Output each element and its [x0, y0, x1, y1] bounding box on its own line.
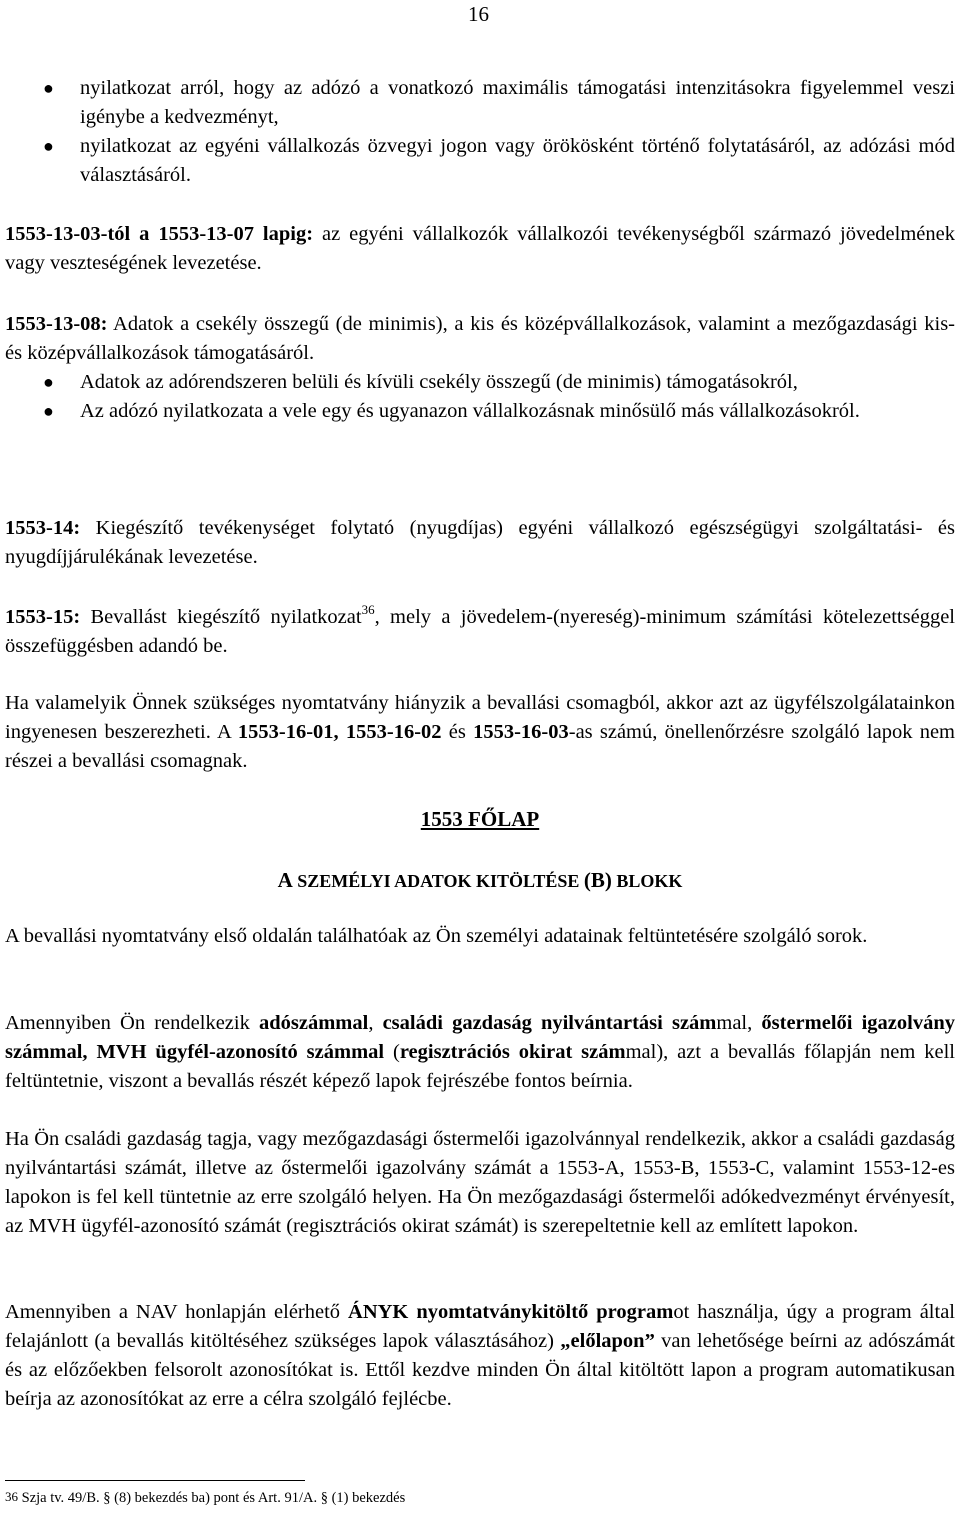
bullet-icon: ● [43, 136, 54, 156]
form-code: 1553-15: [5, 606, 81, 628]
paragraph-text: mal, [716, 1012, 762, 1034]
bullet-icon: ● [43, 78, 54, 98]
bold-term: adószámmal [258, 1012, 369, 1034]
footnote-number: 36 [5, 1489, 18, 1504]
section-subtitle [277, 868, 683, 892]
paragraph-personal-data [5, 922, 955, 951]
paragraph-text: ot használja, úgy a program által felajánlott (a bevallás kitöltéséhez szükséges lapok választásához) [5, 1301, 955, 1352]
paragraph-anyk [5, 1298, 955, 1414]
section-subtitle-block [5, 866, 955, 896]
paragraph-text: Adatok a csekély összegű (de minimis), a kis és középvállalkozások, valamint a mezőgazdasági kis- és középvállalkozások támogatásáról. [5, 313, 955, 364]
paragraph-missing-forms [5, 689, 955, 776]
subtitle-part: SZEMÉLYI ADATOK KITÖLTÉSE [292, 871, 584, 891]
paragraph-text: A bevallási nyomtatvány első oldalán találhatóak az Ön személyi adatainak feltüntetésére szolgáló sorok. [5, 925, 868, 947]
bullet-icon: ● [43, 372, 54, 392]
section-title-block [5, 805, 955, 835]
form-code: 1553-16-03 [473, 721, 569, 743]
page-number: 16 [468, 2, 489, 26]
list-item [5, 368, 955, 397]
bold-term: családi gazdaság nyilvántartási szám [382, 1012, 717, 1034]
paragraph-text: az egyéni vállalkozók vállalkozói tevékenységből származó jövedelmének vagy veszteségének levezetése. [5, 223, 955, 274]
bullet-text: Adatok az adórendszeren belüli és kívüli csekély összegű (de minimis) támogatásokról, [80, 371, 798, 393]
bullet-text: Az adózó nyilatkozata a vele egy és ugyanazon vállalkozásnak minősülő más vállalkozásokról. [80, 400, 860, 422]
bullet-text: nyilatkozat az egyéni vállalkozás özvegyi jogon vagy örökösként történő folytatásáról, az adózási mód választásáról. [80, 135, 955, 186]
paragraph-text: ( [384, 1041, 400, 1063]
footnote-text: Szja tv. 49/B. § (8) bekezdés ba) pont és Art. 91/A. § (1) bekezdés [18, 1490, 406, 1506]
top-bullet-list [5, 74, 955, 190]
paragraph-identifiers [5, 1009, 955, 1096]
footnote-ref: 36 [361, 602, 375, 617]
bold-term: regisztrációs okirat szám [399, 1041, 626, 1063]
paragraph-text: -as számú, önellenőrzésre szolgáló lapok nem részei a bevallási csomagnak. [5, 721, 955, 772]
paragraph-text: és [441, 721, 474, 743]
bold-term: őstermelői igazolvány számmal, MVH ügyfél-azonosító számmal [5, 1012, 955, 1063]
bullet-text: nyilatkozat arról, hogy az adózó a vonatkozó maximális támogatási intenzitásokra figyelemmel veszi igénybe a kedvezményt, [80, 77, 955, 128]
paragraph-family-farm [5, 1125, 955, 1241]
list-item [5, 74, 955, 132]
paragraph-1553-13-08 [5, 310, 955, 426]
paragraph-text: mal), azt a bevallás főlapján nem kell feltüntetnie, viszont a bevallás részét képező lapok fejrészébe fontos beírnia. [5, 1041, 955, 1092]
paragraph-text: Ha Ön családi gazdaság tagja, vagy mezőgazdasági őstermelői igazolvánnyal rendelkezik, akkor a családi gazdaság nyilvántartási számát, illetve az őstermelői igazolvány számát a 1553-A, 1553-B, 1553-C, valamint 1553-12-es lapokon is fel kell tüntetnie az erre szolgáló helyen. Ha Ön mezőgazdasági őstermelői adókedvezményt érvényesít, az MVH ügyfél-azonosító számát (regisztrációs okirat számát) is szerepeltetnie kell az említett lapokon. [5, 1128, 955, 1237]
paragraph-text: Amennyiben a NAV honlapján elérhető [5, 1301, 349, 1323]
bold-term: „előlapon” [560, 1330, 655, 1352]
paragraph-1553-15 [5, 603, 955, 661]
section-title: 1553 FŐLAP [420, 807, 540, 831]
paragraph-text: Kiegészítő tevékenységet folytató (nyugdíjas) egyéni vállalkozó egészségügyi szolgáltatási- és nyugdíjjárulékának levezetése. [5, 517, 955, 568]
subtitle-part: BLOKK [611, 871, 683, 891]
paragraph-text: Ha valamelyik Önnek szükséges nyomtatvány hiányzik a bevallási csomagból, akkor azt az ügyfélszolgálatainkon ingyenesen beszerezheti. A [5, 692, 955, 743]
footnote [5, 1490, 405, 1507]
form-code: 1553-14: [5, 517, 81, 539]
bold-term: ÁNYK nyomtatványkitöltő program [348, 1301, 674, 1323]
paragraph-text: Bevallást kiegészítő nyilatkozat [80, 606, 362, 628]
paragraph-text: , [368, 1012, 383, 1034]
bullet-icon: ● [43, 401, 54, 421]
paragraph-text: van lehetősége beírni az adószámát és az előzőekben felsorolt azonosítókat is. Ettől kezdve minden Ön által kitöltött lapon a program automatikusan beírja az azonosítókat az erre a célra szolgáló fejlécbe. [5, 1330, 955, 1410]
paragraph-text: Amennyiben Ön rendelkezik [5, 1012, 259, 1034]
paragraph-1553-13-03 [5, 220, 955, 278]
footnote-separator [5, 1480, 305, 1481]
form-code: 1553-16-01, 1553-16-02 [237, 721, 442, 743]
paragraph-1553-14 [5, 514, 955, 572]
list-item [5, 132, 955, 190]
form-code: 1553-13-03-tól a 1553-13-07 lapig: [5, 223, 314, 245]
paragraph-text: , mely a jövedelem-(nyereség)-minimum számítási kötelezettséggel összefüggésben adandó be. [5, 606, 955, 657]
form-code: 1553-13-08: [5, 313, 108, 335]
subtitle-part: A [277, 868, 293, 892]
list-item [5, 397, 955, 426]
subtitle-part: (B) [583, 868, 612, 892]
